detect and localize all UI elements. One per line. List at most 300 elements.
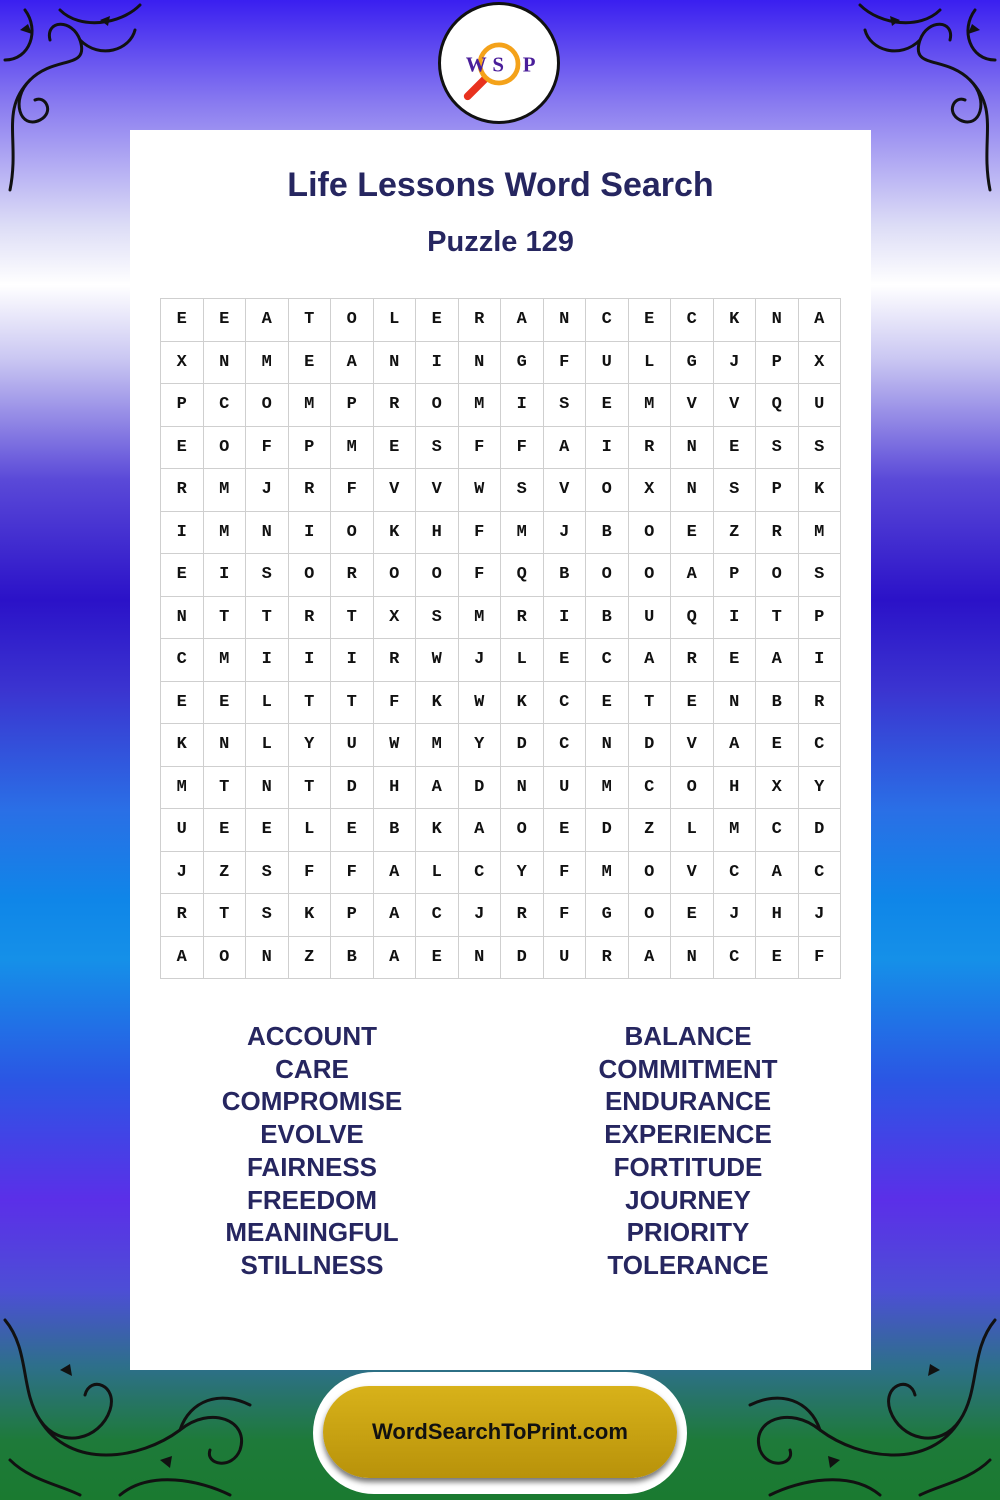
logo-letter-p: P [522, 52, 536, 77]
grid-cell[interactable]: E [586, 681, 629, 724]
grid-cell[interactable]: X [628, 469, 671, 512]
corner-ornament-top-right [850, 0, 1000, 200]
grid-cell[interactable]: E [161, 554, 204, 597]
grid-cell[interactable]: B [543, 554, 586, 597]
grid-cell[interactable]: N [671, 469, 714, 512]
grid-cell[interactable]: P [756, 341, 799, 384]
grid-cell[interactable]: O [203, 426, 246, 469]
grid-cell[interactable]: E [161, 299, 204, 342]
word-list-item: FREEDOM [247, 1184, 377, 1215]
grid-cell[interactable]: P [288, 426, 331, 469]
grid-cell[interactable]: B [373, 809, 416, 852]
grid-cell[interactable]: M [161, 766, 204, 809]
grid-cell[interactable]: G [501, 341, 544, 384]
grid-cell[interactable]: S [501, 469, 544, 512]
grid-cell[interactable]: I [543, 596, 586, 639]
grid-cell[interactable]: Y [458, 724, 501, 767]
grid-cell[interactable]: Y [798, 766, 841, 809]
grid-cell[interactable]: O [246, 384, 289, 427]
grid-cell[interactable]: O [288, 554, 331, 597]
grid-cell[interactable]: K [373, 511, 416, 554]
grid-cell[interactable]: K [798, 469, 841, 512]
word-list-item: EXPERIENCE [604, 1119, 772, 1150]
grid-cell[interactable]: Z [288, 936, 331, 979]
grid-cell[interactable]: K [416, 681, 459, 724]
word-list-item: STILLNESS [240, 1249, 384, 1280]
page-title: Life Lessons Word Search [287, 166, 714, 204]
grid-cell[interactable]: Z [713, 511, 756, 554]
grid-cell[interactable]: S [756, 426, 799, 469]
grid-cell[interactable]: C [713, 936, 756, 979]
grid-cell[interactable]: A [373, 894, 416, 937]
grid-cell[interactable]: X [373, 596, 416, 639]
grid-cell[interactable]: K [501, 681, 544, 724]
grid-cell[interactable]: N [203, 341, 246, 384]
word-list-item: ENDURANCE [604, 1086, 772, 1117]
grid-cell[interactable]: D [501, 724, 544, 767]
grid-cell[interactable]: T [288, 681, 331, 724]
grid-cell[interactable]: R [501, 596, 544, 639]
grid-cell[interactable]: T [756, 596, 799, 639]
grid-cell[interactable]: L [501, 639, 544, 682]
grid-cell[interactable]: Q [501, 554, 544, 597]
grid-cell[interactable]: C [458, 851, 501, 894]
grid-cell[interactable]: T [203, 766, 246, 809]
grid-cell[interactable]: N [246, 936, 289, 979]
wsp-logo [438, 2, 560, 124]
grid-cell[interactable]: J [458, 894, 501, 937]
grid-cell[interactable]: M [458, 596, 501, 639]
grid-cell[interactable]: N [246, 766, 289, 809]
grid-cell[interactable]: I [586, 426, 629, 469]
word-list-item: FAIRNESS [246, 1151, 378, 1182]
grid-cell[interactable]: I [288, 639, 331, 682]
grid-cell[interactable]: F [331, 851, 374, 894]
grid-row [161, 384, 841, 427]
grid-cell[interactable]: R [373, 384, 416, 427]
grid-cell[interactable]: O [331, 299, 374, 342]
grid-cell[interactable]: T [331, 596, 374, 639]
corner-ornament-top-left [0, 0, 150, 200]
grid-cell[interactable]: A [628, 639, 671, 682]
grid-cell[interactable]: E [713, 426, 756, 469]
grid-cell[interactable]: D [501, 936, 544, 979]
grid-cell[interactable]: A [246, 299, 289, 342]
grid-cell[interactable]: R [458, 299, 501, 342]
grid-row [161, 894, 841, 937]
grid-row [161, 299, 841, 342]
grid-cell[interactable]: E [161, 681, 204, 724]
grid-cell[interactable]: B [756, 681, 799, 724]
grid-cell[interactable]: T [203, 596, 246, 639]
grid-cell[interactable]: A [798, 299, 841, 342]
grid-cell[interactable]: T [246, 596, 289, 639]
grid-row [161, 681, 841, 724]
grid-cell[interactable]: M [288, 384, 331, 427]
grid-cell[interactable]: I [288, 511, 331, 554]
letter-grid [160, 298, 841, 979]
grid-cell[interactable]: T [288, 766, 331, 809]
grid-cell[interactable]: A [501, 299, 544, 342]
grid-cell[interactable]: N [203, 724, 246, 767]
grid-cell[interactable]: F [458, 554, 501, 597]
grid-cell[interactable]: K [713, 299, 756, 342]
grid-cell[interactable]: K [288, 894, 331, 937]
grid-cell[interactable]: T [203, 894, 246, 937]
grid-cell[interactable]: K [161, 724, 204, 767]
grid-cell[interactable]: E [288, 341, 331, 384]
grid-cell[interactable]: A [671, 554, 714, 597]
grid-cell[interactable]: C [713, 851, 756, 894]
grid-cell[interactable]: A [756, 851, 799, 894]
grid-cell[interactable]: F [288, 851, 331, 894]
grid-cell[interactable]: D [798, 809, 841, 852]
grid-cell[interactable]: H [373, 766, 416, 809]
word-list-item: TOLERANCE [607, 1249, 769, 1280]
grid-row [161, 639, 841, 682]
grid-cell[interactable]: A [331, 341, 374, 384]
word-list-item: COMPROMISE [221, 1086, 403, 1117]
grid-cell[interactable]: E [331, 809, 374, 852]
grid-cell[interactable]: J [161, 851, 204, 894]
grid-cell[interactable]: V [671, 384, 714, 427]
grid-cell[interactable]: O [628, 511, 671, 554]
grid-cell[interactable]: S [416, 426, 459, 469]
word-list-left [162, 1020, 462, 1282]
grid-cell[interactable]: A [373, 851, 416, 894]
word-list-right [538, 1020, 838, 1282]
grid-cell[interactable]: M [331, 426, 374, 469]
grid-cell[interactable]: Y [501, 851, 544, 894]
grid-cell[interactable]: H [713, 766, 756, 809]
grid-cell[interactable]: F [458, 511, 501, 554]
grid-row [161, 724, 841, 767]
grid-cell[interactable]: R [671, 639, 714, 682]
grid-cell[interactable]: H [416, 511, 459, 554]
grid-cell[interactable]: U [586, 341, 629, 384]
grid-cell[interactable]: X [756, 766, 799, 809]
grid-cell[interactable]: E [671, 894, 714, 937]
grid-row [161, 341, 841, 384]
grid-cell[interactable]: C [203, 384, 246, 427]
grid-cell[interactable]: F [246, 426, 289, 469]
word-list-item: COMMITMENT [598, 1053, 778, 1084]
grid-cell[interactable]: F [798, 936, 841, 979]
grid-cell[interactable]: C [798, 851, 841, 894]
grid-cell[interactable]: F [373, 681, 416, 724]
grid-cell[interactable]: M [416, 724, 459, 767]
grid-cell[interactable]: S [246, 851, 289, 894]
word-list-item: CARE [275, 1053, 349, 1084]
word-list-item: PRIORITY [626, 1217, 750, 1248]
grid-cell[interactable]: R [288, 596, 331, 639]
grid-cell[interactable]: O [373, 554, 416, 597]
grid-cell[interactable]: P [331, 384, 374, 427]
logo-letter-w: W [465, 52, 487, 77]
grid-cell[interactable]: A [416, 766, 459, 809]
grid-cell[interactable]: V [543, 469, 586, 512]
grid-cell[interactable]: N [373, 341, 416, 384]
grid-cell[interactable]: F [458, 426, 501, 469]
grid-cell[interactable]: D [586, 809, 629, 852]
grid-cell[interactable]: U [543, 766, 586, 809]
grid-row [161, 554, 841, 597]
grid-cell[interactable]: O [586, 554, 629, 597]
grid-cell[interactable]: E [543, 809, 586, 852]
grid-cell[interactable]: M [586, 766, 629, 809]
grid-cell[interactable]: J [798, 894, 841, 937]
grid-cell[interactable]: C [586, 639, 629, 682]
grid-cell[interactable]: O [671, 766, 714, 809]
grid-cell[interactable]: A [628, 936, 671, 979]
grid-cell[interactable]: V [671, 851, 714, 894]
grid-cell[interactable]: V [671, 724, 714, 767]
grid-cell[interactable]: E [756, 936, 799, 979]
grid-cell[interactable]: U [798, 384, 841, 427]
grid-cell[interactable]: U [543, 936, 586, 979]
site-name: WordSearchToPrint.com [372, 1419, 628, 1444]
grid-cell[interactable]: R [756, 511, 799, 554]
grid-cell[interactable]: J [713, 894, 756, 937]
grid-cell[interactable]: S [416, 596, 459, 639]
site-link[interactable] [323, 1386, 677, 1478]
grid-cell[interactable]: G [671, 341, 714, 384]
grid-cell[interactable]: W [373, 724, 416, 767]
grid-row [161, 596, 841, 639]
grid-cell[interactable]: M [203, 639, 246, 682]
grid-cell[interactable]: I [798, 639, 841, 682]
grid-cell[interactable]: U [161, 809, 204, 852]
grid-cell[interactable]: P [756, 469, 799, 512]
grid-cell[interactable]: F [543, 341, 586, 384]
grid-cell[interactable]: S [543, 384, 586, 427]
grid-cell[interactable]: E [671, 511, 714, 554]
grid-cell[interactable]: O [501, 809, 544, 852]
grid-cell[interactable]: B [331, 936, 374, 979]
grid-cell[interactable]: A [161, 936, 204, 979]
grid-row [161, 469, 841, 512]
grid-cell[interactable]: S [798, 554, 841, 597]
grid-cell[interactable]: U [331, 724, 374, 767]
grid-cell[interactable]: D [331, 766, 374, 809]
grid-cell[interactable]: F [543, 851, 586, 894]
grid-cell[interactable]: P [713, 554, 756, 597]
grid-cell[interactable]: B [586, 596, 629, 639]
grid-cell[interactable]: D [458, 766, 501, 809]
grid-cell[interactable]: O [416, 384, 459, 427]
grid-cell[interactable]: F [331, 469, 374, 512]
grid-cell[interactable]: T [331, 681, 374, 724]
grid-cell[interactable]: E [373, 426, 416, 469]
grid-cell[interactable]: E [586, 384, 629, 427]
grid-cell[interactable]: I [713, 596, 756, 639]
grid-cell[interactable]: E [161, 426, 204, 469]
grid-cell[interactable]: E [203, 681, 246, 724]
grid-cell[interactable]: E [203, 809, 246, 852]
grid-cell[interactable]: A [713, 724, 756, 767]
grid-cell[interactable]: P [161, 384, 204, 427]
grid-cell[interactable]: N [458, 936, 501, 979]
grid-cell[interactable]: J [458, 639, 501, 682]
grid-cell[interactable]: P [798, 596, 841, 639]
grid-cell[interactable]: M [501, 511, 544, 554]
grid-cell[interactable]: I [331, 639, 374, 682]
grid-cell[interactable]: L [288, 809, 331, 852]
grid-cell[interactable]: E [713, 639, 756, 682]
grid-cell[interactable]: N [458, 341, 501, 384]
grid-cell[interactable]: I [416, 341, 459, 384]
grid-cell[interactable]: N [246, 511, 289, 554]
grid-cell[interactable]: M [458, 384, 501, 427]
grid-cell[interactable]: E [543, 639, 586, 682]
grid-cell[interactable]: O [628, 554, 671, 597]
grid-cell[interactable]: J [543, 511, 586, 554]
grid-cell[interactable]: R [331, 554, 374, 597]
grid-cell[interactable]: O [586, 469, 629, 512]
grid-cell[interactable]: Q [671, 596, 714, 639]
grid-cell[interactable]: L [246, 724, 289, 767]
grid-cell[interactable]: L [373, 299, 416, 342]
grid-cell[interactable]: L [416, 851, 459, 894]
grid-row [161, 851, 841, 894]
grid-cell[interactable]: N [756, 299, 799, 342]
word-list-item: EVOLVE [260, 1119, 364, 1150]
grid-cell[interactable]: M [628, 384, 671, 427]
grid-row [161, 426, 841, 469]
grid-cell[interactable]: R [501, 894, 544, 937]
grid-row [161, 809, 841, 852]
grid-cell[interactable]: R [161, 894, 204, 937]
grid-cell[interactable]: N [671, 426, 714, 469]
grid-cell[interactable]: C [543, 724, 586, 767]
grid-cell[interactable]: M [246, 341, 289, 384]
word-list-item: ACCOUNT [247, 1021, 377, 1051]
grid-cell[interactable]: J [246, 469, 289, 512]
grid-cell[interactable]: I [203, 554, 246, 597]
grid-cell[interactable]: W [458, 681, 501, 724]
word-list-item: BALANCE [624, 1021, 752, 1051]
grid-cell[interactable]: R [373, 639, 416, 682]
grid-cell[interactable]: X [798, 341, 841, 384]
grid-cell[interactable]: C [756, 809, 799, 852]
grid-cell[interactable]: O [628, 851, 671, 894]
grid-cell[interactable]: F [543, 894, 586, 937]
grid-cell[interactable]: G [586, 894, 629, 937]
grid-cell[interactable]: Z [203, 851, 246, 894]
grid-cell[interactable]: R [161, 469, 204, 512]
grid-cell[interactable]: C [161, 639, 204, 682]
grid-cell[interactable]: O [203, 936, 246, 979]
grid-cell[interactable]: E [203, 299, 246, 342]
grid-cell[interactable]: I [246, 639, 289, 682]
grid-cell[interactable]: M [203, 469, 246, 512]
grid-cell[interactable]: A [373, 936, 416, 979]
grid-cell[interactable]: F [501, 426, 544, 469]
grid-cell[interactable]: V [416, 469, 459, 512]
word-list-item: JOURNEY [625, 1184, 751, 1215]
grid-cell[interactable]: E [416, 936, 459, 979]
grid-cell[interactable]: Z [628, 809, 671, 852]
grid-cell[interactable]: O [756, 554, 799, 597]
grid-cell[interactable]: E [246, 809, 289, 852]
grid-cell[interactable]: L [246, 681, 289, 724]
grid-cell[interactable]: B [586, 511, 629, 554]
grid-cell[interactable]: O [628, 894, 671, 937]
puzzle-number: Puzzle 129 [427, 226, 574, 258]
grid-row [161, 766, 841, 809]
grid-cell[interactable]: O [331, 511, 374, 554]
grid-cell[interactable]: W [416, 639, 459, 682]
grid-cell[interactable]: N [543, 299, 586, 342]
grid-cell[interactable]: X [161, 341, 204, 384]
grid-cell[interactable]: C [798, 724, 841, 767]
grid-cell[interactable]: V [373, 469, 416, 512]
grid-cell[interactable]: A [756, 639, 799, 682]
grid-cell[interactable]: A [543, 426, 586, 469]
grid-cell[interactable]: R [288, 469, 331, 512]
grid-cell[interactable]: S [713, 469, 756, 512]
grid-cell[interactable]: D [628, 724, 671, 767]
grid-cell[interactable]: M [798, 511, 841, 554]
grid-cell[interactable]: N [586, 724, 629, 767]
grid-cell[interactable]: I [161, 511, 204, 554]
grid-cell[interactable]: Y [288, 724, 331, 767]
grid-cell[interactable]: M [713, 809, 756, 852]
grid-cell[interactable]: U [628, 596, 671, 639]
grid-cell[interactable]: V [713, 384, 756, 427]
grid-cell[interactable]: I [501, 384, 544, 427]
grid-cell[interactable]: E [416, 299, 459, 342]
grid-cell[interactable]: C [543, 681, 586, 724]
grid-cell[interactable]: A [458, 809, 501, 852]
grid-cell[interactable]: C [671, 299, 714, 342]
magnifier-icon [441, 5, 557, 121]
grid-cell[interactable]: R [586, 936, 629, 979]
grid-cell[interactable]: L [671, 809, 714, 852]
grid-cell[interactable]: N [671, 936, 714, 979]
grid-cell[interactable]: J [713, 341, 756, 384]
logo-letter-s: S [492, 52, 504, 77]
grid-cell[interactable]: O [416, 554, 459, 597]
grid-cell[interactable]: Q [756, 384, 799, 427]
grid-cell[interactable]: C [586, 299, 629, 342]
grid-cell[interactable]: L [628, 341, 671, 384]
grid-row [161, 511, 841, 554]
grid-cell[interactable]: E [756, 724, 799, 767]
grid-cell[interactable]: E [671, 681, 714, 724]
puzzle-sheet [130, 130, 871, 1370]
grid-cell[interactable]: S [246, 894, 289, 937]
grid-cell[interactable]: R [628, 426, 671, 469]
grid-cell[interactable]: S [798, 426, 841, 469]
grid-cell[interactable]: W [458, 469, 501, 512]
grid-cell[interactable]: S [246, 554, 289, 597]
grid-cell[interactable]: N [713, 681, 756, 724]
grid-cell[interactable]: N [161, 596, 204, 639]
grid-cell[interactable]: M [586, 851, 629, 894]
grid-cell[interactable]: T [288, 299, 331, 342]
grid-cell[interactable]: C [628, 766, 671, 809]
grid-cell[interactable]: R [798, 681, 841, 724]
grid-cell[interactable]: H [756, 894, 799, 937]
grid-cell[interactable]: K [416, 809, 459, 852]
grid-cell[interactable]: P [331, 894, 374, 937]
grid-cell[interactable]: C [416, 894, 459, 937]
grid-cell[interactable]: E [628, 299, 671, 342]
grid-cell[interactable]: M [203, 511, 246, 554]
grid-cell[interactable]: N [501, 766, 544, 809]
grid-cell[interactable]: T [628, 681, 671, 724]
